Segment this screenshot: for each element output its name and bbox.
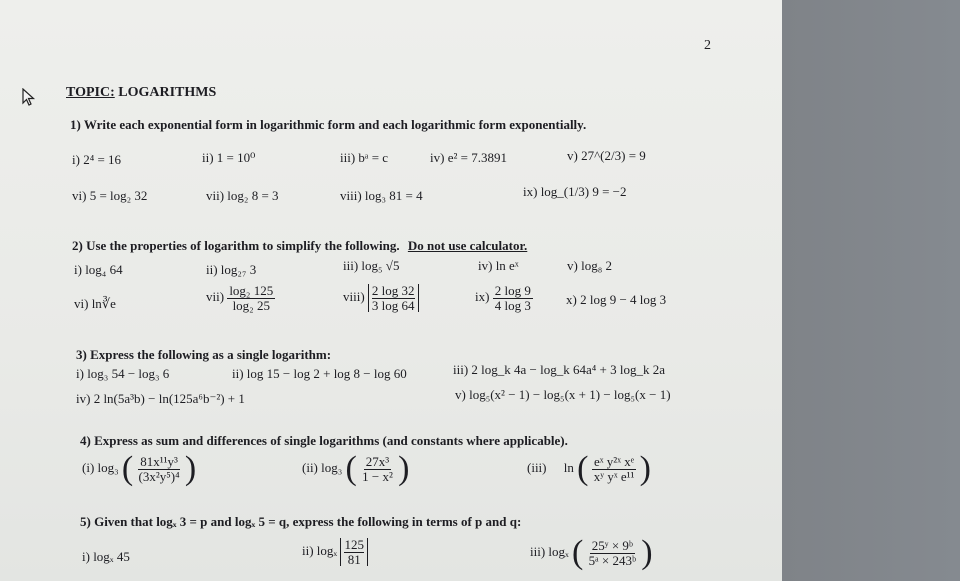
q1-item: iv) e² = 7.3891 bbox=[430, 150, 507, 165]
q2-item-viii bbox=[343, 284, 419, 312]
q3-item: iv) 2 ln(5a³b) − ln(125a⁶b⁻²) + 1 bbox=[76, 391, 245, 406]
fraction bbox=[493, 284, 533, 312]
q2-item: iii) log₅ √5 bbox=[343, 258, 400, 273]
q3-item: i) log₃ 54 − log₃ 6 bbox=[76, 366, 170, 381]
q3-heading: 3) Express the following as a single logarithm: bbox=[76, 347, 332, 362]
denominator: 81 bbox=[347, 551, 361, 567]
q4-item-i bbox=[82, 452, 196, 486]
q3-item: iii) 2 log_k 4a − log_k 64a⁴ + 3 log_k 2a bbox=[453, 362, 666, 377]
numerator: 2 log 9 bbox=[494, 283, 531, 298]
paren-right: ) bbox=[641, 534, 653, 571]
fraction bbox=[137, 455, 182, 483]
q2-item-ix bbox=[475, 284, 533, 312]
q2-item: iv) ln eˣ bbox=[478, 258, 519, 273]
q1-item: i) 2⁴ = 16 bbox=[72, 152, 122, 167]
q1-item: ix) log_(1/3) 9 = −2 bbox=[523, 184, 627, 199]
paren-left: ( bbox=[121, 450, 134, 487]
topic-label: TOPIC: bbox=[66, 85, 115, 100]
ln-text: ln bbox=[563, 459, 574, 475]
q4-item-ii bbox=[302, 452, 409, 486]
q2-note: Do not use calculator. bbox=[407, 238, 528, 253]
q1-item: iii) bᵃ = c bbox=[340, 150, 389, 165]
q5-item-ii bbox=[302, 538, 368, 566]
q1-heading: 1) Write each exponential form in logarithmic form and each logarithmic form exponentially. bbox=[70, 117, 587, 132]
q1-item: v) 27^(2/3) = 9 bbox=[567, 148, 646, 163]
paren-right: ) bbox=[639, 450, 651, 487]
paren-left: ( bbox=[577, 450, 589, 487]
q1-item: viii) log₃ 81 = 4 bbox=[340, 188, 423, 203]
paren-left: ( bbox=[572, 534, 584, 571]
q2-viii-label: viii) bbox=[343, 289, 365, 305]
numerator: eˣ y²ˣ xᵉ bbox=[594, 453, 635, 469]
numerator: 2 log 32 bbox=[371, 283, 415, 298]
numerator: 81x¹¹y³ bbox=[140, 453, 178, 469]
q1-item: vii) log₂ 8 = 3 bbox=[206, 188, 279, 203]
denominator: 4 log 3 bbox=[494, 297, 531, 313]
q2-vii-label: vii) bbox=[206, 289, 225, 305]
q2-heading bbox=[72, 238, 527, 254]
numerator: 25ʸ × 9ᵇ bbox=[591, 537, 633, 553]
denominator: (3x²y⁵)⁴ bbox=[138, 468, 180, 484]
q5-item-iii bbox=[530, 536, 653, 570]
q5-ii-label: ii) logₓ bbox=[302, 543, 338, 559]
q2-heading-text: 2) Use the properties of logarithm to simplify the following. bbox=[72, 238, 400, 253]
denominator: 3 log 64 bbox=[371, 297, 415, 313]
fraction bbox=[587, 539, 638, 567]
mouse-pointer-icon bbox=[22, 88, 36, 106]
q2-item-vii bbox=[206, 284, 275, 312]
q4-iii-label: (iii) bbox=[527, 459, 547, 475]
q4-item-iii bbox=[527, 452, 651, 486]
numerator: 125 bbox=[344, 537, 364, 552]
q4-ii-label: (ii) log₃ bbox=[302, 459, 343, 475]
page-number: 2 bbox=[704, 38, 711, 53]
q2-item: i) log₄ 64 bbox=[74, 262, 123, 277]
numerator: log₂ 125 bbox=[229, 283, 274, 298]
q5-heading: 5) Given that logₓ 3 = p and logₓ 5 = q, express the following in terms of p and q: bbox=[80, 514, 522, 529]
fraction bbox=[592, 455, 637, 483]
fraction bbox=[340, 538, 368, 566]
q2-ix-label: ix) bbox=[475, 289, 490, 305]
paren-right: ) bbox=[184, 450, 197, 487]
q5-item: i) logₓ 45 bbox=[82, 549, 130, 564]
q5-iii-label: iii) logₓ bbox=[530, 543, 569, 559]
denominator: 1 − x² bbox=[362, 468, 393, 484]
q1-item: vi) 5 = log₂ 32 bbox=[72, 188, 148, 203]
q3-item: ii) log 15 − log 2 + log 8 − log 60 bbox=[232, 366, 407, 381]
q4-heading: 4) Express as sum and differences of single logarithms (and constants where applicable). bbox=[80, 433, 568, 448]
fraction bbox=[368, 284, 419, 312]
q2-item: x) 2 log 9 − 4 log 3 bbox=[566, 292, 667, 307]
q4-i-label: (i) log₃ bbox=[82, 459, 119, 475]
fraction bbox=[227, 284, 275, 312]
q2-item: ii) log₂₇ 3 bbox=[206, 262, 257, 277]
topic-title bbox=[66, 85, 216, 101]
q3-item: v) log₅(x² − 1) − log₅(x + 1) − log₅(x − 1) bbox=[455, 387, 671, 402]
fraction bbox=[360, 455, 395, 483]
q1-item: ii) 1 = 10⁰ bbox=[202, 150, 256, 165]
q2-item: v) log₈ 2 bbox=[567, 258, 612, 273]
topic-value: LOGARITHMS bbox=[118, 85, 217, 100]
paren-right: ) bbox=[398, 450, 410, 487]
numerator: 27x³ bbox=[365, 453, 390, 469]
q2-item: vi) ln∛e bbox=[74, 296, 116, 311]
denominator: 5ᵃ × 243ᵇ bbox=[588, 552, 637, 568]
denominator: xʸ yˣ e¹¹ bbox=[593, 468, 635, 484]
paren-left: ( bbox=[345, 450, 357, 487]
denominator: log₂ 25 bbox=[232, 297, 270, 313]
